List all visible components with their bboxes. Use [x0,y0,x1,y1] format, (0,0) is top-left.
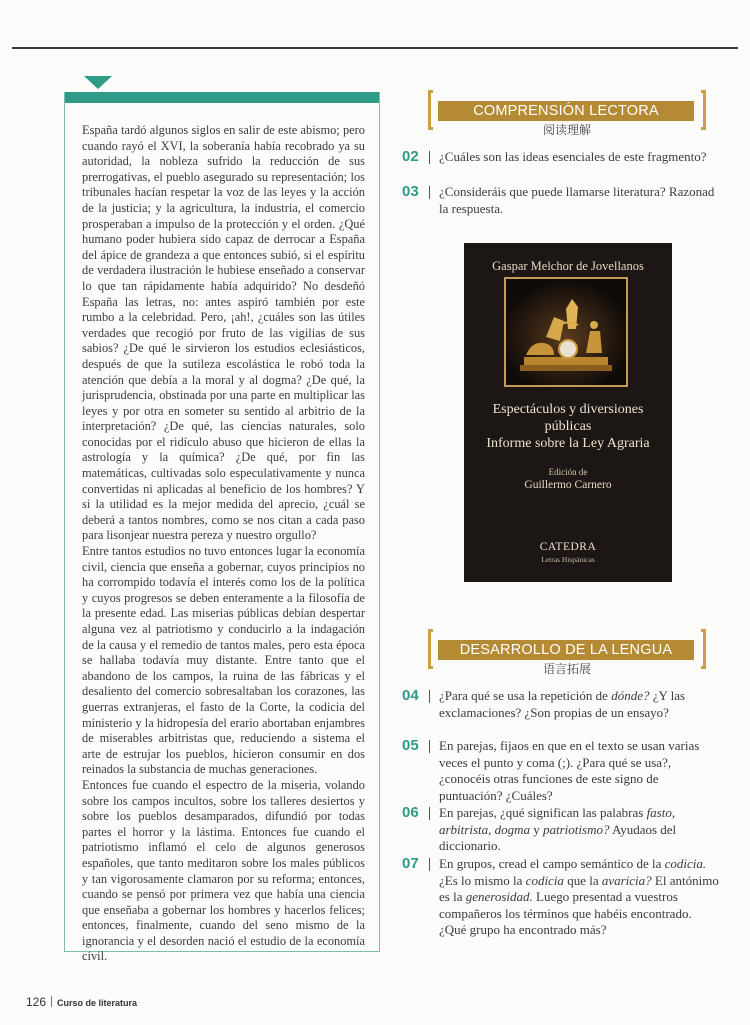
desarrollo-title: DESARROLLO DE LA LENGUA [438,640,694,660]
cover-title [464,401,672,452]
reading-text [65,103,379,965]
question-number: 06 [402,804,419,821]
cover-edition-label: Edición de [548,467,588,477]
desarrollo-header [428,629,706,676]
cover-publisher-logo: CATEDRA [539,541,597,553]
comprension-header [428,90,706,137]
cover-author: Gaspar Melchor de Jovellanos [492,259,644,273]
question-number: 02 [402,148,419,165]
book-cover [464,243,672,582]
cover-title-line: públicas [544,419,592,434]
reading-paragraph: Entonces fue cuando el espectro de la miseria, volando sobre los campos incultos, sobre los talleres desiertos y sobre los pueblos desamparados, difundió por todas partes el horror y la lástima. Entonces fue cuando el patriotismo inflamó el celo de algunos generosos españoles, que tanto meditaron sobre los males públicos y tan vigorosamente clamaron por su reforma; entonces, cuando se pensó por primera vez que había una ciencia que enseñaba a gobernar los hombres y hacerlos felices; entonces, finalmente, cuando del seno mismo de la ignorancia y el desorden nació el estudio de la economía civil. [82,777,365,964]
question-text: En parejas, ¿qué significan las palabras fasto, arbitrista, dogma y patriotismo? Ayudaos del diccionario. [439,805,677,853]
question-number: 05 [402,737,419,754]
question-07 [402,856,722,939]
question-text: ¿Cuáles son las ideas esenciales de este fragmento? [439,149,707,164]
question-divider [429,807,430,820]
question-text: En grupos, cread el campo semántico de la codicia. ¿Es lo mismo la codicia que la avaricia? El antónimo es la generosidad. Luego presentad a vuestros compañeros los términos que habéis encontrado. ¿Qué grupo ha encontrado más? [439,856,719,937]
question-divider [429,186,430,199]
reading-text-box [64,92,380,964]
course-name: Curso de literatura [57,998,138,1008]
clock-illustration-icon [506,279,626,385]
reading-paragraph: Entre tantos estudios no tuvo entonces lugar la economía civil, ciencia que enseña a gobernar, cuyos principios no ha corrompido todavía el interés como los de la política y cuyos progresos se deben enteramente a la filosofía de la presente edad. Las miserias públicas debían despertar alguna vez al patriotismo y conducirlo a la indagación de la causa y el remedio de tantos males, pero esta época se hallaba todavía muy distante. Entre tanto que el abandono de los campos, la ruina de las fábricas y el desaliento del comercio sobresaltaban los corazones, las guerras extranjeras, el fasto de la Corte, la codicia del ministerio y la hidropesía del erario abortaban enjambres de miserables arbitristas que, reduciendo a sistema el arte de estrujar los pueblos, hicieron consumir en dos reinados la substancia de muchas generaciones. [82,544,365,777]
comprension-subtitle: 阅读理解 [542,123,591,137]
cover-clock-image [504,277,628,387]
cover-title-line: Espectáculos y diversiones [492,402,644,417]
question-text: En parejas, fijaos en que en el texto se usan varias veces el punto y coma (;). ¿Para qué se usa?, ¿conocéis otras funciones de este signo de puntuación? ¿Cuáles? [439,738,700,803]
reading-box-header-band [65,92,379,103]
top-rule [12,47,738,49]
question-06 [402,805,722,855]
comprension-title: COMPRENSIÓN LECTORA [438,101,694,121]
question-04 [402,688,722,721]
reading-paragraph: España tardó algunos siglos en salir de este abismo; pero cuando rayó el XVI, la soberanía había recobrado ya su autoridad, la nobleza sufrido la reducción de sus prerrogativas, el pueblo asegurado su representación; los tribunales hacían respetar la voz de las leyes y la acción de la justicia; y la agricultura, la industria, el comercio prosperaban a impulso de la protección y el orden. ¿Qué humano poder hubiera sido capaz de derrocar a España del ápice de grandeza a que entonces subió, si el espíritu de verdadera ilustración le hubiese enseñado a conservar lo que tan rápidamente había adquirido? No desdeñó España las letras, no: antes aspiró también por este rumbo a la celebridad. Pero, ¡ah!, ¿cuáles son las útiles verdades que recogió por fruto de las vigilias de sus sabios? ¿De qué le sirvieron los estudios eclesiásticos, después de que la sutileza escolástica le robó toda la atención que debía a la moral y al dogma? ¿De qué, la jurisprudencia, obstinada por una parte en multiplicar las leyes y por otra en someter su sentido al arbitrio de la interpretación? ¿De qué, las ciencias naturales, solo conocidas por el ridículo abuso que hicieron de ellas la astrología y la química? ¿De qué, por fin las matemáticas, cultivadas solo especulativamente y nunca convertidas ni aplicadas al beneficio de los hombres? Y si la utilidad es la mejor medida del aprecio, ¿cuál se deberá a tantos nombres, como se nos citan a cada paso para lisonjear nuestra pereza y nuestro orgullo? [82,123,365,543]
question-text: ¿Para qué se usa la repetición de dónde? ¿Y las exclamaciones? ¿Son propias de un ensayo? [439,688,686,720]
question-number: 03 [402,183,419,200]
question-02 [402,149,722,166]
question-divider [429,690,430,703]
question-05 [402,738,722,804]
cover-collection: Letras Hispánicas [541,555,595,564]
desarrollo-subtitle: 语言拓展 [542,662,591,676]
question-divider [429,740,430,753]
question-number: 07 [402,855,419,872]
page-number: 126 [26,995,47,1009]
cover-title-line: Informe sobre la Ley Agraria [486,436,650,451]
page-footer [26,995,137,1009]
question-divider [429,858,430,871]
question-03 [402,184,722,217]
footer-divider [51,996,52,1007]
question-divider [429,151,430,164]
question-number: 04 [402,687,419,704]
cover-editor: Guillermo Carnero [524,479,612,491]
section-marker-triangle [84,76,112,89]
question-text: ¿Consideráis que puede llamarse literatura? Razonad la respuesta. [439,184,715,216]
